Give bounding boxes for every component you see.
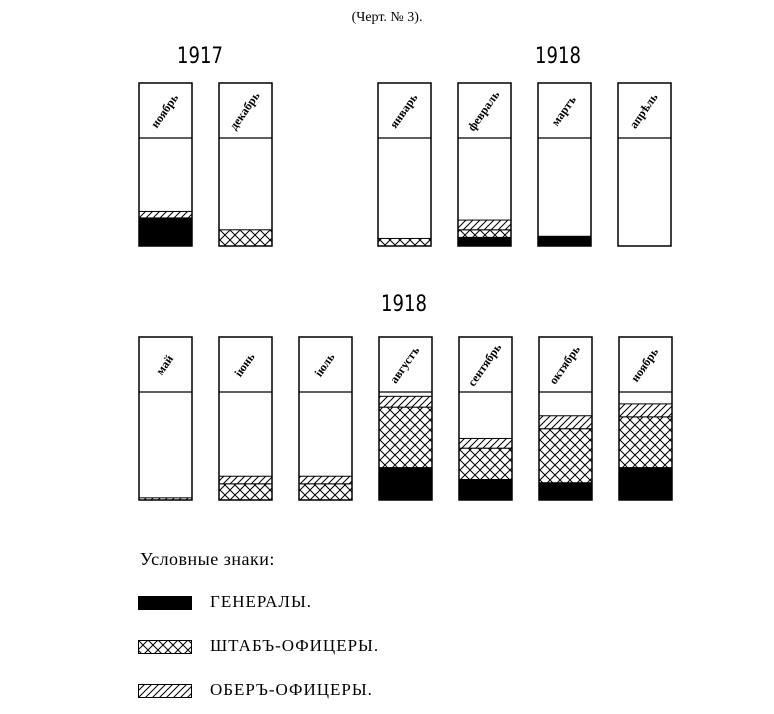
bar-1-0 — [378, 83, 431, 246]
bar-segment-staff-officers — [379, 407, 432, 467]
bar-segment-ober-officers — [458, 220, 511, 230]
bar-segment-staff-officers — [619, 417, 672, 468]
bar-segment-generals — [458, 237, 511, 246]
bar-month-label: апрѣль — [626, 90, 661, 132]
bar-month-label: сентябрь — [464, 340, 505, 389]
bar-2-4 — [459, 337, 512, 500]
bar-segment-ober-officers — [139, 211, 192, 217]
bar-2-1 — [219, 337, 272, 500]
bar-month-label: мартъ — [548, 93, 579, 129]
bar-segment-staff-officers — [219, 230, 272, 246]
year-label-1917: 1917 — [177, 44, 223, 69]
bar-segment-generals — [538, 236, 591, 246]
bar-segment-ober-officers — [219, 476, 272, 484]
bar-1-3 — [618, 83, 671, 246]
legend-swatch-diagonal — [138, 684, 192, 698]
bar-month-label: ноябрь — [147, 91, 182, 131]
bar-segment-ober-officers — [379, 396, 432, 407]
bar-2-0 — [139, 337, 192, 500]
legend-title: Условные знаки: — [140, 549, 275, 569]
bar-segment-staff-officers — [219, 484, 272, 500]
bar-month-label: ноябрь — [627, 345, 662, 385]
bar-segment-generals — [619, 468, 672, 500]
bar-month-label: iюль — [311, 350, 338, 380]
bar-segment-staff-officers — [299, 484, 352, 500]
bar-2-6 — [619, 337, 672, 500]
legend-label-ober-officers: ОБЕРЪ-ОФИЦЕРЫ. — [210, 680, 373, 699]
legend-label-staff-officers: ШТАБЪ-ОФИЦЕРЫ. — [210, 636, 380, 655]
legend-swatch-crosshatch — [138, 640, 192, 654]
legend-swatch-solid — [138, 596, 192, 610]
bar-segment-ober-officers — [459, 438, 512, 448]
bar-segment-ober-officers — [619, 404, 672, 417]
bar-month-label: декабрь — [226, 89, 263, 133]
bar-segment-generals — [139, 218, 192, 246]
bar-segment-staff-officers — [459, 448, 512, 479]
bar-0-0 — [139, 83, 192, 246]
bar-month-label: май — [152, 352, 177, 378]
bar-segment-staff-officers — [458, 230, 511, 238]
bar-month-label: январь — [386, 90, 421, 131]
bar-month-label: октябрь — [546, 342, 583, 387]
year-label-1918-bottom: 1918 — [381, 292, 427, 317]
bar-0-1 — [219, 83, 272, 246]
bar-month-label: февраль — [464, 87, 503, 134]
bar-2-2 — [299, 337, 352, 500]
bar-segment-staff-officers — [539, 429, 592, 483]
bar-segment-generals — [459, 479, 512, 500]
bar-month-label: августъ — [386, 343, 423, 386]
bar-1-2 — [538, 83, 591, 246]
bar-segment-ober-officers — [539, 416, 592, 429]
bar-month-label: iюнь — [231, 350, 258, 380]
year-label-1918-top: 1918 — [535, 44, 581, 69]
bar-2-3 — [379, 337, 432, 500]
legend-label-generals: ГЕНЕРАЛЫ. — [210, 592, 313, 611]
bar-1-1 — [458, 83, 511, 246]
bar-segment-ober-officers — [299, 476, 352, 484]
bar-segment-staff-officers — [378, 238, 431, 246]
figure-caption: (Черт. № 3). — [351, 10, 423, 25]
bar-2-5 — [539, 337, 592, 500]
bar-segment-generals — [539, 483, 592, 500]
bar-segment-generals — [379, 468, 432, 500]
